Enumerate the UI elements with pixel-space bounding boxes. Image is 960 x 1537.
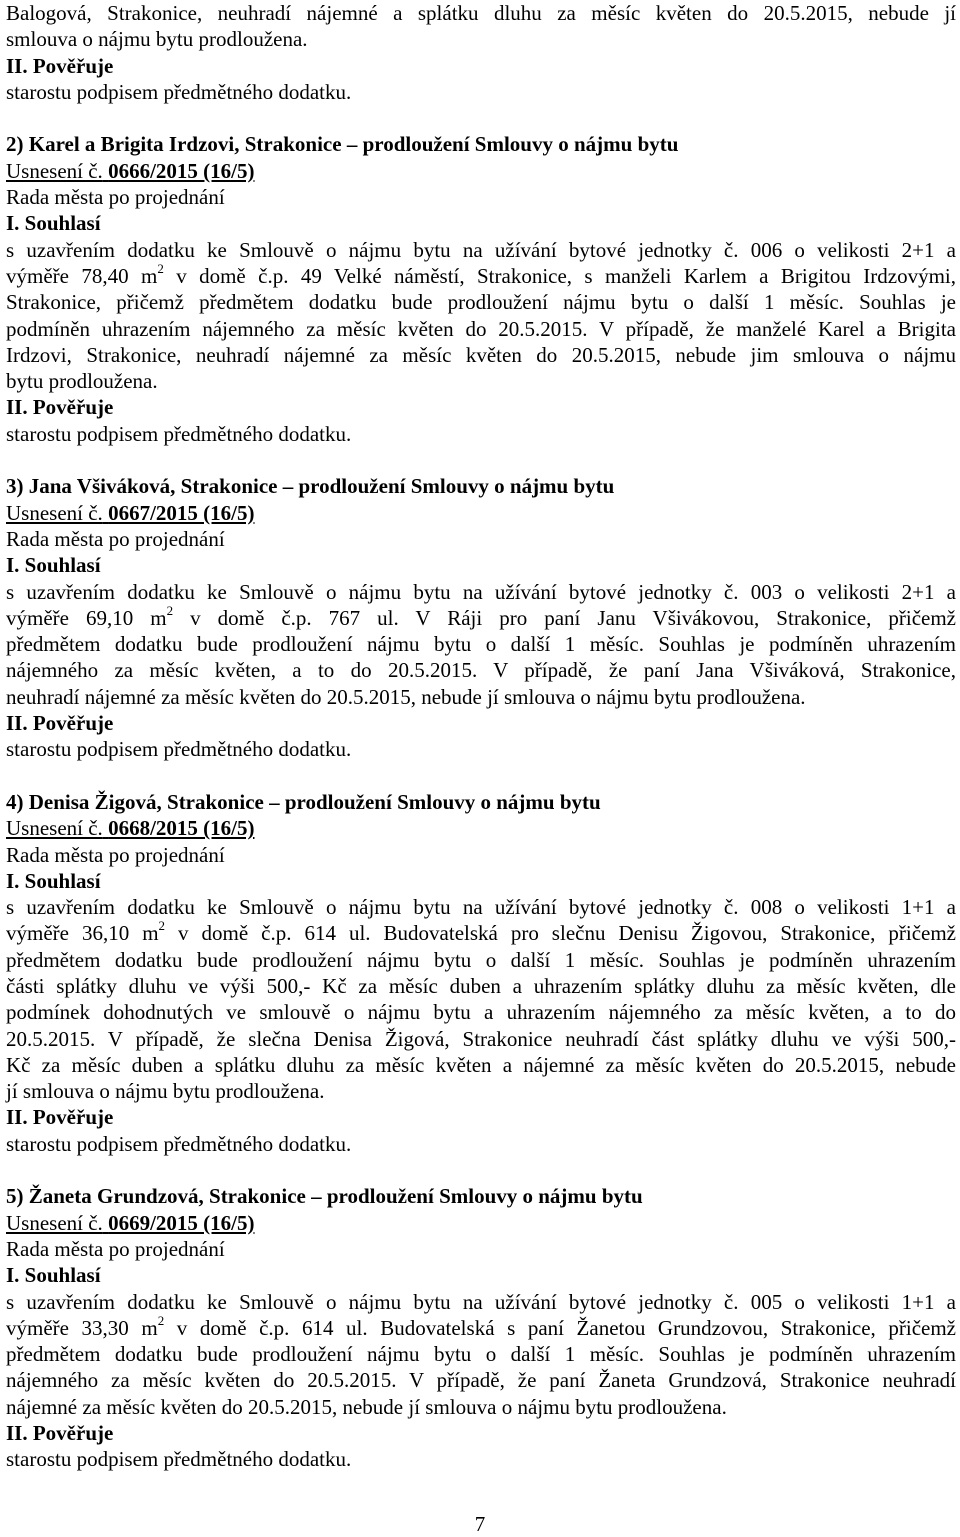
item-heading: 5) Žaneta Grundzová, Strakonice – prodloužení Smlouvy o nájmu bytu: [6, 1184, 643, 1209]
intro-section: [6, 0, 956, 105]
paragraph-line: podmínek dohodnutých ve smlouvě o nájmu bytu a uhrazením nájemného za měsíc květen, a to do: [6, 1000, 956, 1025]
paragraph-line: výměře 69,10 $m^2$ v domě č.p. 767 ul. V Ráji pro paní Janu Všivákovou, Strakonice, přičemž: [6, 602, 956, 630]
section-heading-souhlasi: I. Souhlasí: [6, 553, 101, 578]
item-heading: 2) Karel a Brigita Irdzovi, Strakonice – prodloužení Smlouvy o nájmu bytu: [6, 132, 679, 157]
paragraph-line: starostu podpisem předmětného dodatku.: [6, 421, 352, 446]
paragraph-line: výměře 36,10 $m^2$ v domě č.p. 614 ul. Budovatelská pro slečnu Denisu Žigovou, Strakonice, přičemž: [6, 918, 956, 946]
paragraph-line: starostu podpisem předmětného dodatku.: [6, 1131, 352, 1156]
resolution-item-2: [6, 105, 956, 447]
paragraph-line: výměře 78,40 $m^2$ v domě č.p. 49 Velké náměstí, Strakonice, s manželi Karlem a Brigitou Irdzovými,: [6, 260, 956, 288]
paragraph-line: starostu podpisem předmětného dodatku.: [6, 79, 352, 104]
section-heading-povereni: II. Pověřuje: [6, 53, 114, 78]
item-heading: 3) Jana Všiváková, Strakonice – prodloužení Smlouvy o nájmu bytu: [6, 474, 615, 499]
paragraph-line: předmětem dodatku bude prodloužení nájmu bytu o další 1 měsíc. Souhlas je podmíněn uhrazením: [6, 1342, 956, 1367]
section-heading-povereni: II. Pověřuje: [6, 1421, 114, 1446]
resolution-item-5: [6, 1157, 956, 1473]
council-line: Rada města po projednání: [6, 842, 225, 867]
paragraph-line: smlouva o nájmu bytu prodloužena.: [6, 27, 308, 52]
resolution-item-3: [6, 447, 956, 763]
section-heading-souhlasi: I. Souhlasí: [6, 868, 101, 893]
paragraph-line: Irdzovi, Strakonice, neuhradí nájemné za měsíc květen do 20.5.2015, nebude jim smlouva o nájmu: [6, 342, 956, 367]
document-page: [6, 0, 956, 1473]
paragraph-line: s uzavřením dodatku ke Smlouvě o nájmu bytu na užívání bytové jednotky č. 003 o velikosti 2+1 a: [6, 579, 956, 604]
section-heading-povereni: II. Pověřuje: [6, 711, 114, 736]
section-heading-souhlasi: I. Souhlasí: [6, 211, 101, 236]
paragraph-line: nájemné za měsíc květen do 20.5.2015, nebude jí smlouva o nájmu bytu prodloužena.: [6, 1394, 727, 1419]
section-heading-souhlasi: I. Souhlasí: [6, 1263, 101, 1288]
paragraph-line: neuhradí nájemné za měsíc květen do 20.5.2015, nebude jí smlouva o nájmu bytu prodloužena.: [6, 684, 806, 709]
page-number: 7: [474, 1512, 486, 1536]
section-heading-povereni: II. Pověřuje: [6, 395, 114, 420]
paragraph-line: Strakonice, přičemž předmětem dodatku bude prodloužení nájmu bytu o další 1 měsíc. Souhlas je: [6, 290, 956, 315]
paragraph-line: starostu podpisem předmětného dodatku.: [6, 737, 352, 762]
paragraph-line: předmětem dodatku bude prodloužení nájmu bytu o další 1 měsíc. Souhlas je podmíněn uhrazením: [6, 947, 956, 972]
paragraph-line: Kč za měsíc duben a splátku dluhu za měsíc květen a nájemné za měsíc květen do 20.5.2015, nebude: [6, 1052, 956, 1077]
council-line: Rada města po projednání: [6, 185, 225, 210]
paragraph-line: předmětem dodatku bude prodloužení nájmu bytu o další 1 měsíc. Souhlas je podmíněn uhrazením: [6, 632, 956, 657]
resolution-number: Usnesení č. 0666/2015 (16/5): [6, 158, 255, 183]
resolution-item-4: [6, 763, 956, 1157]
item-heading: 4) Denisa Žigová, Strakonice – prodloužení Smlouvy o nájmu bytu: [6, 789, 601, 814]
resolution-number: Usnesení č. 0669/2015 (16/5): [6, 1210, 255, 1235]
council-line: Rada města po projednání: [6, 526, 225, 551]
resolution-number: Usnesení č. 0668/2015 (16/5): [6, 816, 255, 841]
paragraph-line: jí smlouva o nájmu bytu prodloužena.: [6, 1079, 325, 1104]
council-line: Rada města po projednání: [6, 1236, 225, 1261]
paragraph-line: nájemného za měsíc květen, a to do 20.5.2015. V případě, že paní Jana Všiváková, Strakonice,: [6, 658, 956, 683]
paragraph-line: s uzavřením dodatku ke Smlouvě o nájmu bytu na užívání bytové jednotky č. 008 o velikosti 1+1 a: [6, 895, 956, 920]
paragraph-line: nájemného za měsíc květen do 20.5.2015. V případě, že paní Žaneta Grundzová, Strakonice neuhradí: [6, 1368, 956, 1393]
paragraph-line: Balogová, Strakonice, neuhradí nájemné a splátku dluhu za měsíc květen do 20.5.2015, nebude jí: [6, 1, 956, 25]
section-heading-povereni: II. Pověřuje: [6, 1105, 114, 1130]
paragraph-line: s uzavřením dodatku ke Smlouvě o nájmu bytu na užívání bytové jednotky č. 006 o velikosti 2+1 a: [6, 237, 956, 262]
paragraph-line: podmíněn uhrazením nájemného za měsíc květen do 20.5.2015. V případě, že manželé Karel a Brigita: [6, 316, 956, 341]
paragraph-line: s uzavřením dodatku ke Smlouvě o nájmu bytu na užívání bytové jednotky č. 005 o velikosti 1+1 a: [6, 1289, 956, 1314]
resolution-number: Usnesení č. 0667/2015 (16/5): [6, 500, 255, 525]
paragraph-line: bytu prodloužena.: [6, 369, 158, 394]
paragraph-line: starostu podpisem předmětného dodatku.: [6, 1447, 352, 1472]
paragraph-line: 20.5.2015. V případě, že slečna Denisa Žigová, Strakonice neuhradí část splátky dluhu ve výši 500,-: [6, 1026, 956, 1051]
paragraph-line: výměře 33,30 $m^2$ v domě č.p. 614 ul. Budovatelská s paní Žanetou Grundzovou, Strakonice, přičemž: [6, 1312, 956, 1340]
paragraph-line: části splátky dluhu ve výši 500,- Kč za měsíc duben a uhrazením splátky dluhu za měsíc květen, dle: [6, 973, 956, 998]
